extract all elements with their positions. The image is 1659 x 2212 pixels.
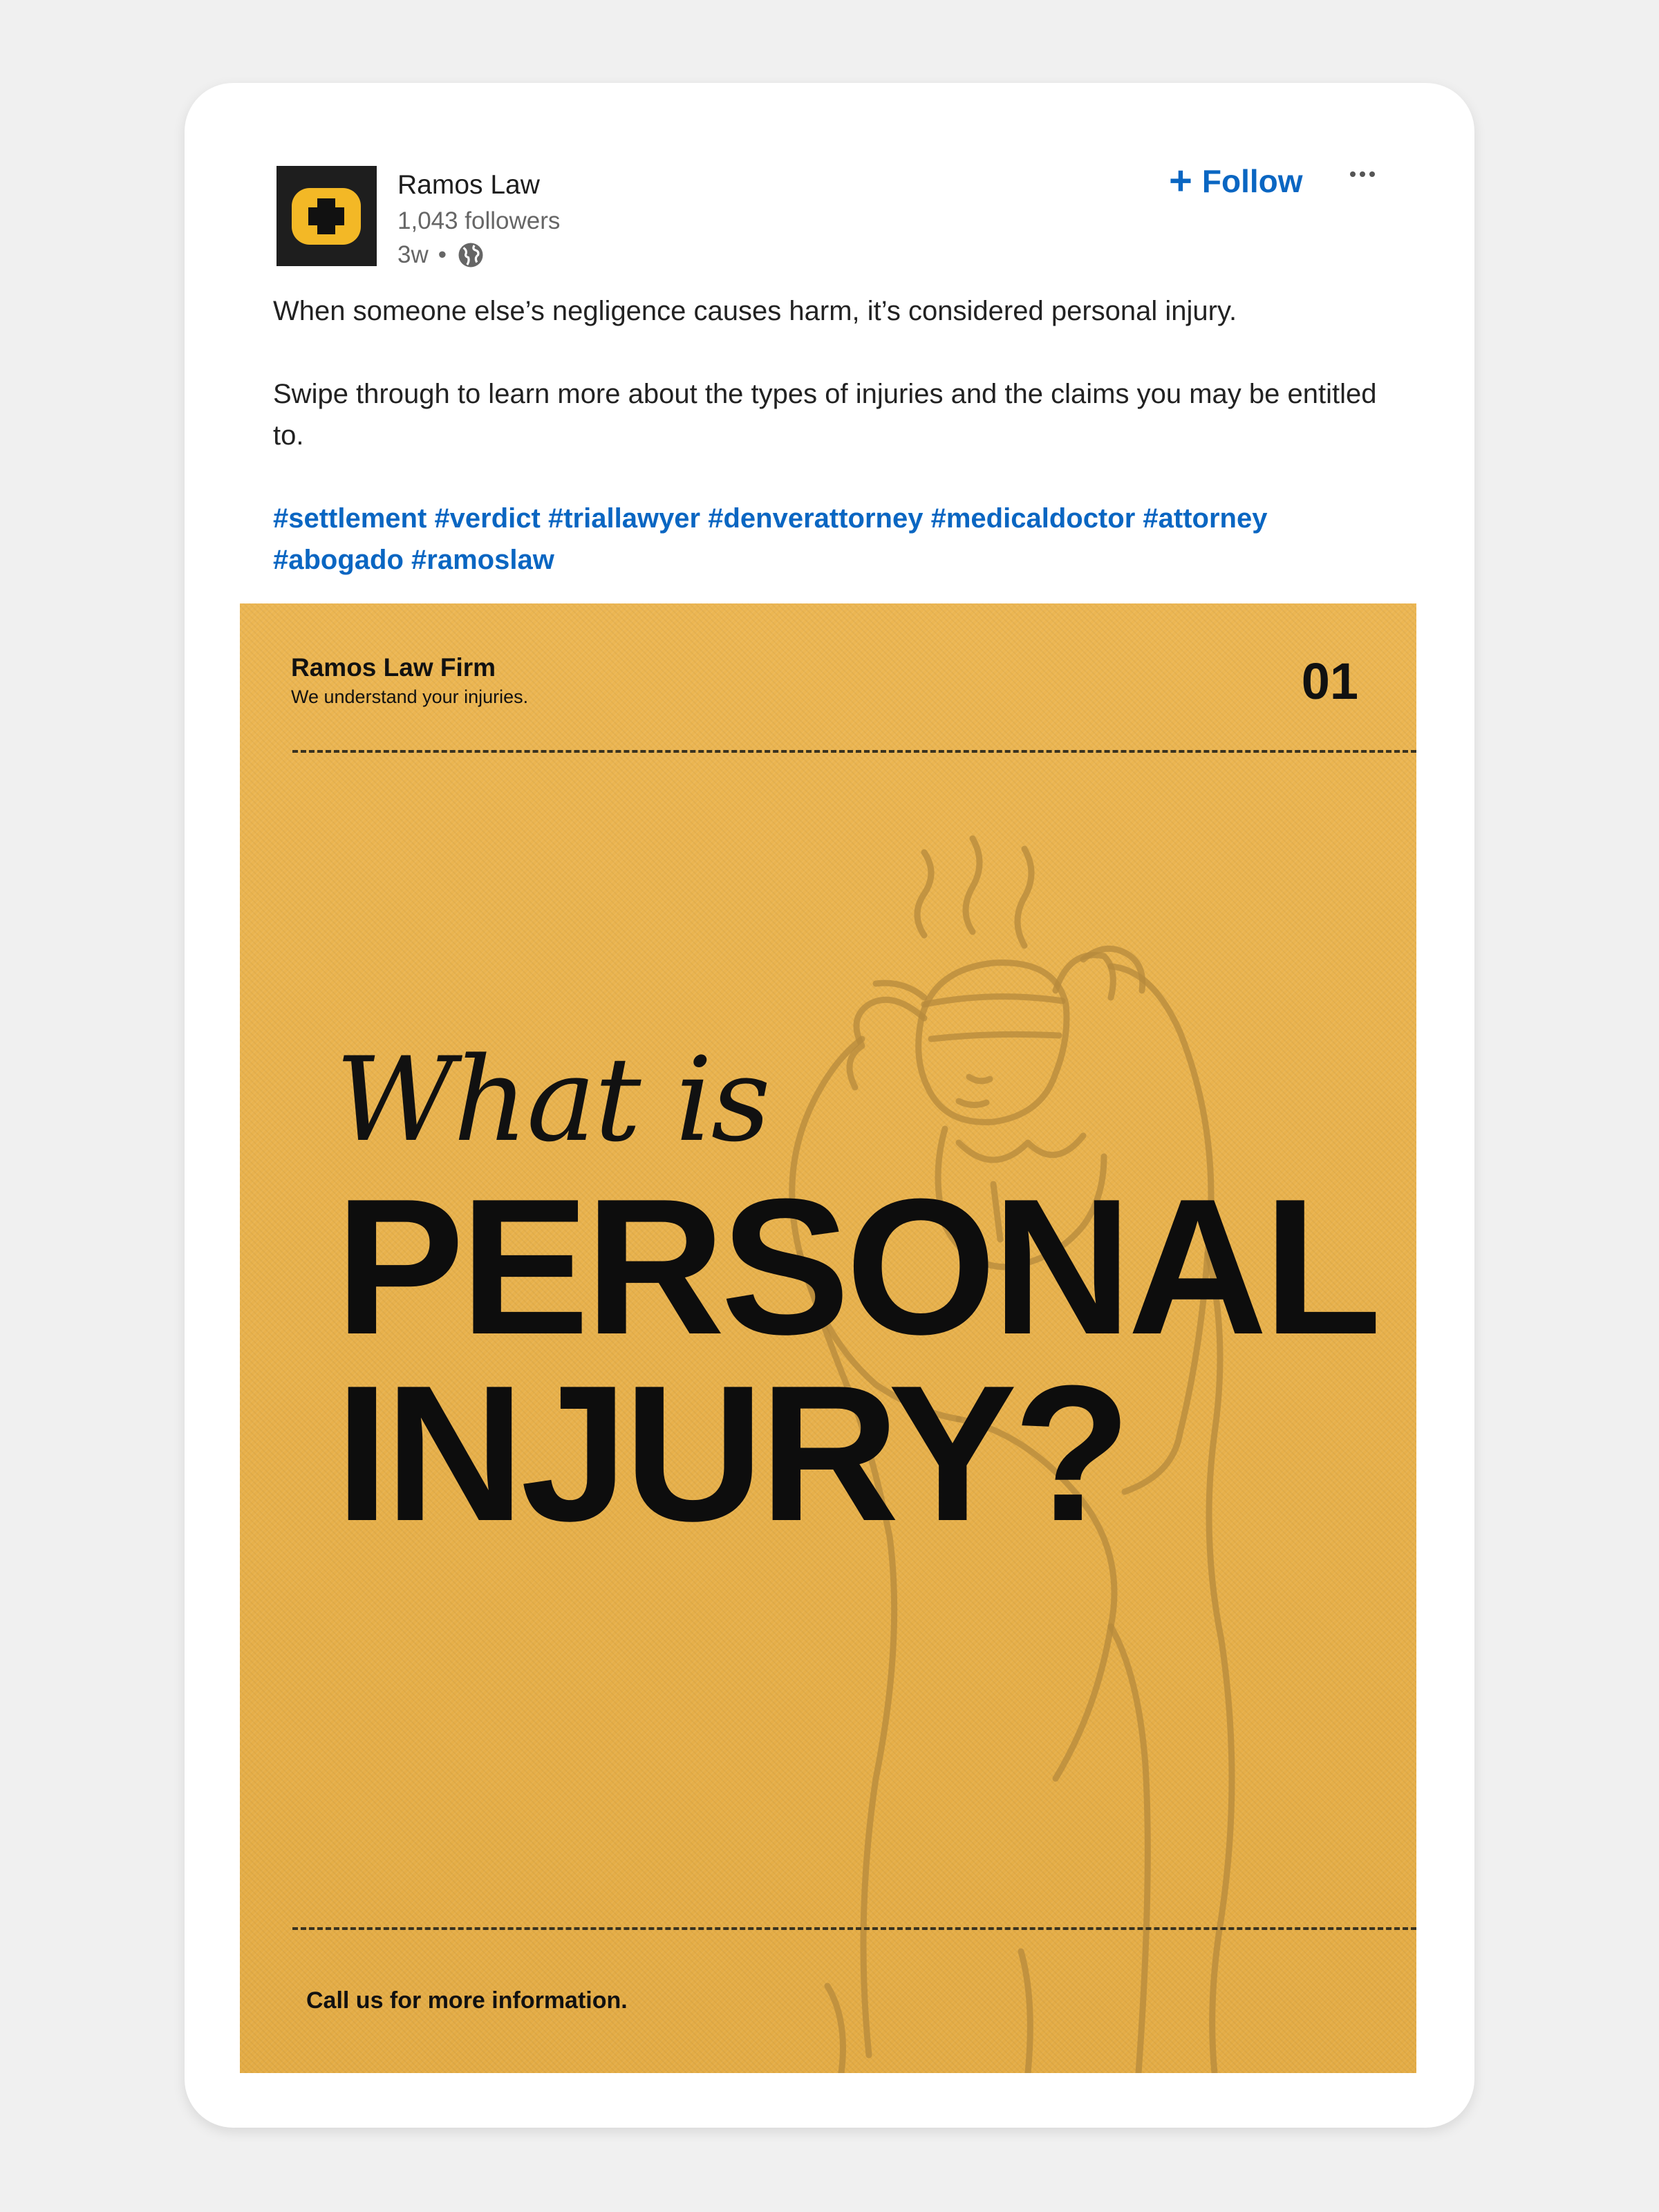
divider-top bbox=[292, 750, 1416, 753]
hashtag-link[interactable]: #triallawyer bbox=[547, 503, 701, 534]
globe-icon bbox=[456, 241, 485, 270]
follower-count: 1,043 followers bbox=[397, 207, 561, 234]
slide-tagline: We understand your injuries. bbox=[291, 686, 529, 707]
headline-line: PERSONAL bbox=[335, 1159, 1378, 1375]
post-paragraph: Swipe through to learn more about the types of injuries and the claims you may be entitled to. bbox=[273, 379, 1377, 451]
hashtag-link[interactable]: #ramoslaw bbox=[411, 545, 554, 575]
plus-icon: + bbox=[1169, 158, 1192, 203]
hashtag-link[interactable]: #verdict bbox=[434, 503, 541, 534]
divider-bottom bbox=[292, 1927, 1416, 1930]
hashtag-link[interactable]: #settlement bbox=[273, 503, 427, 534]
slide-script-heading: What is bbox=[335, 1032, 769, 1168]
post-meta bbox=[397, 241, 485, 270]
hashtag-link[interactable]: #denverattorney bbox=[708, 503, 924, 534]
slide-firm-name: Ramos Law Firm bbox=[291, 653, 496, 682]
hashtag-list bbox=[273, 498, 1407, 581]
company-logo[interactable] bbox=[276, 166, 377, 266]
more-options-button[interactable] bbox=[1335, 152, 1390, 196]
post-time: 3w bbox=[397, 241, 429, 268]
hashtag-link[interactable]: #medicaldoctor bbox=[930, 503, 1136, 534]
more-options-icon bbox=[1350, 171, 1375, 177]
slide-page-number: 01 bbox=[1301, 653, 1358, 710]
meta-separator: • bbox=[438, 241, 447, 268]
slide-cta: Call us for more information. bbox=[306, 1987, 628, 2014]
hashtag-link[interactable]: #attorney bbox=[1143, 503, 1268, 534]
author-name[interactable]: Ramos Law bbox=[397, 170, 540, 200]
headline-line: INJURY? bbox=[335, 1346, 1127, 1562]
follow-button[interactable] bbox=[1159, 155, 1313, 207]
post-text bbox=[273, 290, 1407, 581]
slide-headline bbox=[335, 1159, 1378, 1562]
follow-label: Follow bbox=[1201, 163, 1303, 199]
post-card bbox=[185, 83, 1474, 2128]
carousel-slide[interactable] bbox=[240, 603, 1416, 2073]
post-paragraph: When someone else’s negligence causes harm, it’s considered personal injury. bbox=[273, 296, 1237, 326]
hashtag-link[interactable]: #abogado bbox=[273, 545, 404, 575]
medical-cross-icon bbox=[292, 188, 361, 245]
